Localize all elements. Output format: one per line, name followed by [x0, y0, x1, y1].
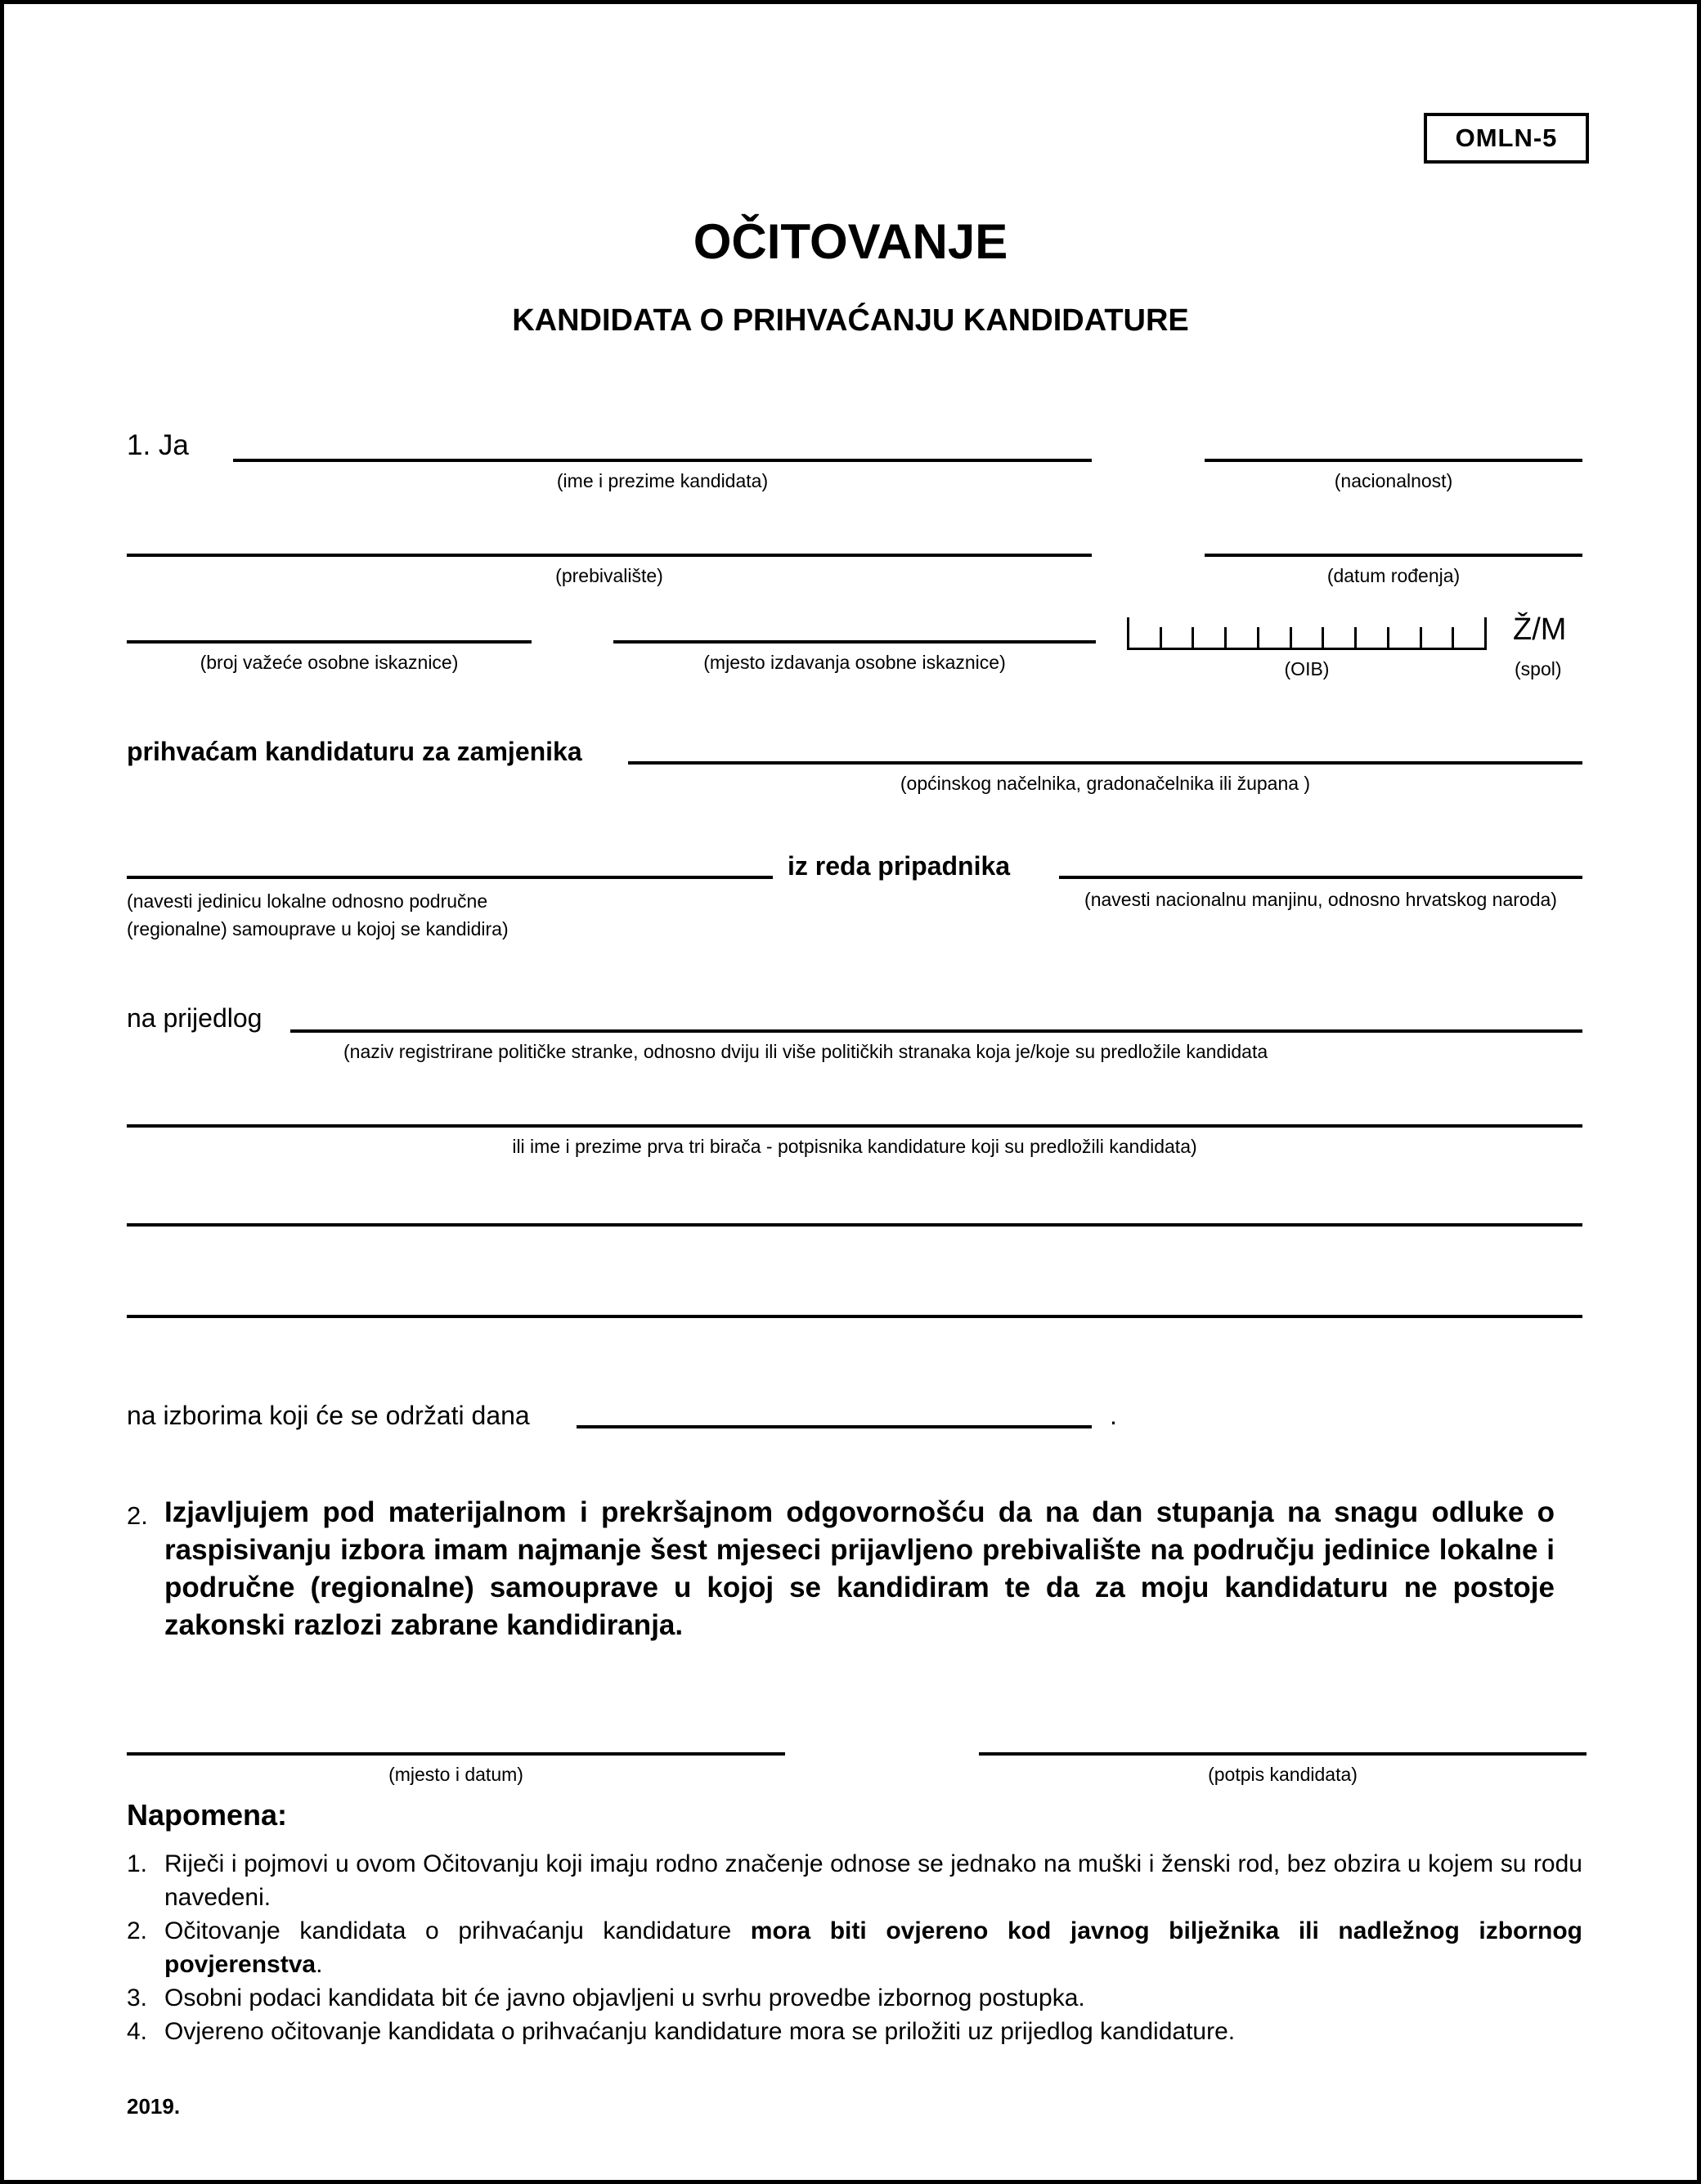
minority-caption: (navesti nacionalnu manjinu, odnosno hrvatskog naroda) — [1084, 889, 1557, 910]
residence-caption: (prebivalište) — [555, 565, 663, 586]
form-subtitle: KANDIDATA O PRIHVAĆANJU KANDIDATURE — [512, 303, 1189, 338]
oib-cell — [1194, 627, 1227, 648]
note-item — [127, 1847, 1582, 1914]
id-number-line — [127, 639, 532, 644]
local-unit-line — [127, 874, 773, 879]
oib-cell — [1357, 627, 1389, 648]
declaration-number: 2. — [127, 1501, 148, 1530]
form-code-badge — [1424, 113, 1589, 164]
birthdate-line — [1205, 552, 1582, 557]
oib-cell — [1389, 627, 1422, 648]
oib-cell — [1324, 627, 1357, 648]
note-text: Ovjereno očitovanje kandidata o prihvaćanju kandidature mora se priložiti uz prijedlog kandidature. — [164, 2018, 1236, 2045]
place-date-caption: (mjesto i datum) — [388, 1764, 523, 1785]
oib-cell — [1162, 627, 1195, 648]
deputy-role-caption: (općinskog načelnika, gradonačelnika ili župana ) — [900, 773, 1311, 794]
signature-caption: (potpis kandidata) — [1208, 1764, 1358, 1785]
signature-line — [979, 1751, 1587, 1756]
place-date-line — [127, 1751, 785, 1756]
id-number-caption: (broj važeće osobne iskaznice) — [200, 652, 459, 673]
note-number: 2. — [127, 1917, 148, 1944]
note-number: 4. — [127, 2018, 148, 2045]
note-item — [127, 2015, 1582, 2048]
proposal-label: na prijedlog — [127, 1003, 263, 1033]
id-place-caption: (mjesto izdavanja osobne iskaznice) — [703, 652, 1006, 673]
id-place-line — [613, 639, 1096, 644]
residence-line — [127, 552, 1092, 557]
elections-date-line — [577, 1424, 1092, 1428]
voters-line — [127, 1123, 1582, 1128]
oib-cell — [1227, 627, 1259, 648]
oib-cell — [1454, 627, 1484, 648]
proposal-caption: (naziv registrirane političke stranke, odnosno dviju ili više političkih stranaka koja je/koje su predložile kandidata — [343, 1041, 1268, 1062]
voters-caption: ili ime i prezime prva tri birača - potpisnika kandidature koji su predložili kandidata) — [512, 1136, 1197, 1157]
accept-candidacy-label: prihvaćam kandidaturu za zamjenika — [127, 737, 582, 766]
sex-caption: (spol) — [1515, 658, 1562, 679]
elections-label: na izborima koji će se održati dana — [127, 1401, 530, 1430]
elections-period: . — [1110, 1401, 1117, 1430]
blank-line-2 — [127, 1313, 1582, 1318]
sex-options: Ž/M — [1513, 612, 1567, 647]
oib-cell — [1129, 627, 1162, 648]
note-number: 1. — [127, 1850, 148, 1877]
candidate-name-caption: (ime i prezime kandidata) — [556, 470, 769, 491]
year-label: 2019. — [127, 2094, 181, 2119]
among-members-label: iz reda pripadnika — [788, 851, 1011, 881]
form-title: OČITOVANJE — [693, 214, 1008, 269]
note-item — [127, 1981, 1582, 2015]
notes-title: Napomena: — [127, 1798, 288, 1832]
item-1-label: 1. Ja — [127, 429, 189, 461]
oib-cell — [1422, 627, 1455, 648]
declaration-text: Izjavljujem pod materijalnom i prekršajnom odgovornošću da na dan stupanja na snagu odluke o raspisivanju izbora imam najmanje šest mjeseci prijavljeno prebivalište na području jedinice lokalne i područne (regionalne) samouprave u kojoj se kandidiram te da za moju kandidaturu ne postoje zakonski razlozi zabrane kandidiranja. — [164, 1496, 1555, 1641]
note-text: Osobni podaci kandidata bit će javno objavljeni u svrhu provedbe izbornog postupka. — [164, 1984, 1085, 2011]
oib-caption: (OIB) — [1284, 658, 1330, 679]
declaration-paragraph — [127, 1494, 1555, 1644]
nationality-line — [1205, 457, 1582, 462]
deputy-role-line — [628, 760, 1582, 765]
note-item — [127, 1914, 1582, 1981]
local-unit-caption-line1: (navesti jedinicu lokalne odnosno područne — [127, 890, 488, 912]
birthdate-caption: (datum rođenja) — [1326, 565, 1461, 586]
local-unit-caption-line2: (regionalne) samouprave u kojoj se kandidira) — [127, 918, 509, 940]
oib-cell — [1292, 627, 1325, 648]
local-unit-caption — [127, 887, 650, 943]
minority-line — [1059, 874, 1582, 879]
candidate-name-line — [233, 457, 1092, 462]
oib-field — [1127, 617, 1487, 650]
proposal-line — [290, 1028, 1582, 1033]
form-code-label: OMLN-5 — [1455, 123, 1558, 152]
note-number: 3. — [127, 1984, 148, 2011]
blank-line-1 — [127, 1222, 1582, 1227]
notes-list — [127, 1847, 1582, 2048]
oib-cell — [1259, 627, 1292, 648]
note-text: Riječi i pojmovi u ovom Očitovanju koji imaju rodno značenje odnose se jednako na muški i ženski rod, bez obzira u kojem su rodu navedeni. — [164, 1850, 1582, 1911]
note-text: Očitovanje kandidata o prihvaćanju kandidature mora biti ovjereno kod javnog bilježnika ili nadležnog izbornog povjerenstva. — [164, 1917, 1583, 1978]
nationality-caption: (nacionalnost) — [1334, 470, 1453, 491]
